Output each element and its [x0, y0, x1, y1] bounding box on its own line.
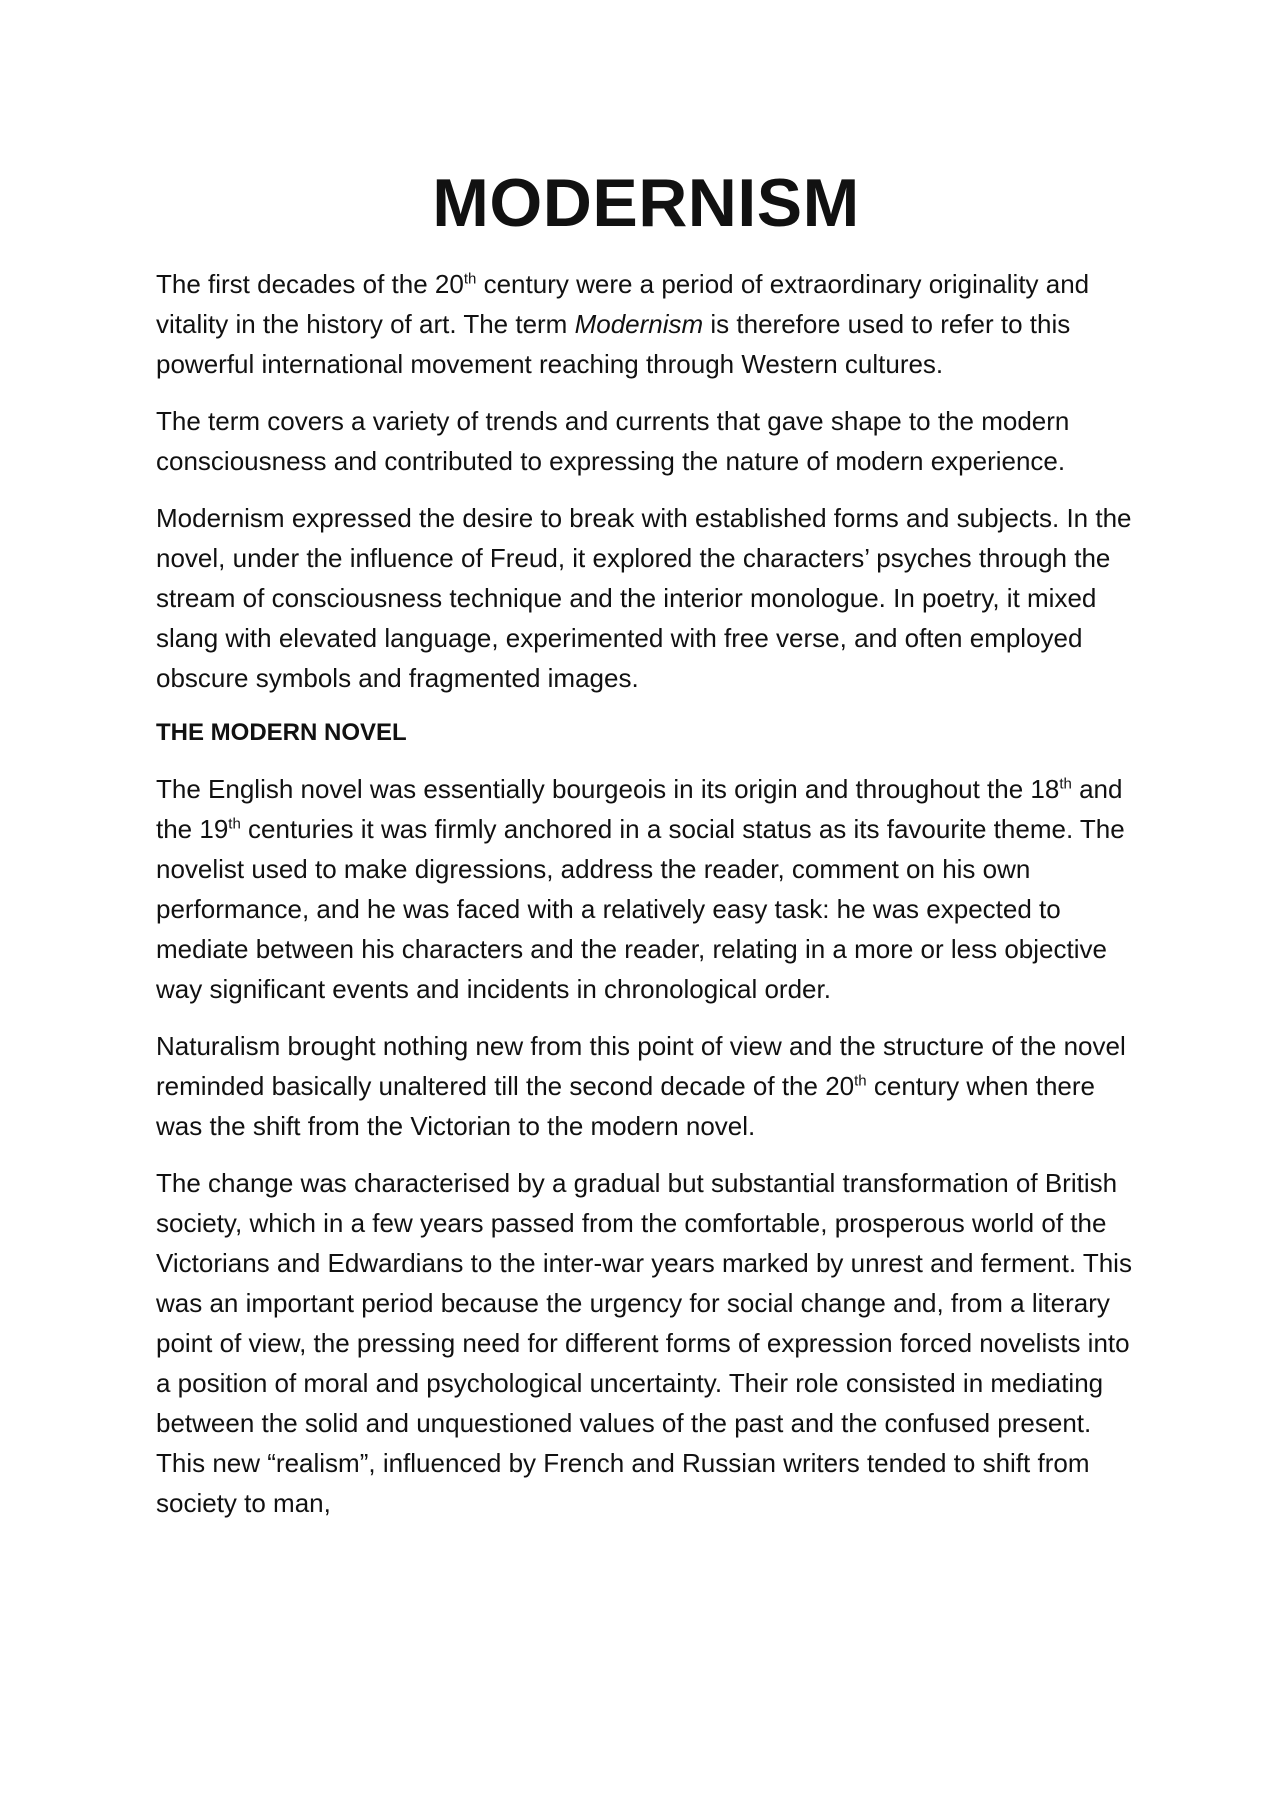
- paragraph-change: The change was characterised by a gradual but substantial transformation of British society, which in a few years passed from the comfortable, prosperous world of the Victorians and Edwardians to the inter-war years marked by unrest and ferment. This was an important period because the urgency for social change and, from a literary point of view, the pressing need for different forms of expression forced novelists into a position of moral and psychological uncertainty. Their role consisted in mediating between the solid and unquestioned values of the past and the confused present. This new “realism”, influenced by French and Russian writers tended to shift from society to man,: [156, 1168, 1132, 1518]
- section-heading: THE MODERN NOVEL: [156, 719, 407, 746]
- emphasis-term: Modernism: [574, 309, 704, 339]
- superscript: th: [228, 815, 241, 833]
- superscript: th: [1059, 775, 1072, 793]
- paragraph-naturalism: [156, 1026, 1136, 1146]
- page-title: MODERNISM: [432, 165, 860, 241]
- paragraph-trends: The term covers a variety of trends and currents that gave shape to the modern consciousness and contributed to expressing the nature of modern experience.: [156, 406, 1070, 476]
- paragraph-text: Naturalism brought nothing new from this point of view and the structure of the novel reminded basically unaltered till the second decade of the 20: [156, 1031, 1126, 1101]
- superscript: th: [854, 1072, 867, 1090]
- document-page: [156, 160, 1136, 1540]
- paragraph-text: is therefore used to refer to this powerful international movement reaching through Western cultures.: [156, 309, 1071, 379]
- paragraph-text: and the 19: [156, 774, 1123, 844]
- superscript: th: [463, 270, 477, 288]
- paragraph-text: The first decades of the 20: [156, 269, 464, 299]
- paragraph-text: century were a period of extraordinary originality and vitality in the history of art. The term: [156, 269, 1090, 339]
- paragraph-english-novel: [156, 769, 1136, 1009]
- paragraph-text: century when there was the shift from the Victorian to the modern novel.: [156, 1071, 1095, 1141]
- paragraph-forms: Modernism expressed the desire to break with established forms and subjects. In the novel, under the influence of Freud, it explored the characters’ psyches through the stream of consciousness technique and the interior monologue. In poetry, it mixed slang with elevated language, experimented with free verse, and often employed obscure symbols and fragmented images.: [156, 503, 1132, 693]
- paragraph-text: The English novel was essentially bourgeois in its origin and throughout the 18: [156, 774, 1060, 804]
- paragraph-text: centuries it was firmly anchored in a social status as its favourite theme. The novelist used to make digressions, address the reader, comment on his own performance, and he was faced with a relatively easy task: he was expected to mediate between his characters and the reader, relating in a more or less objective way significant events and incidents in chronological order.: [156, 814, 1125, 1004]
- paragraph-intro: [156, 264, 1136, 384]
